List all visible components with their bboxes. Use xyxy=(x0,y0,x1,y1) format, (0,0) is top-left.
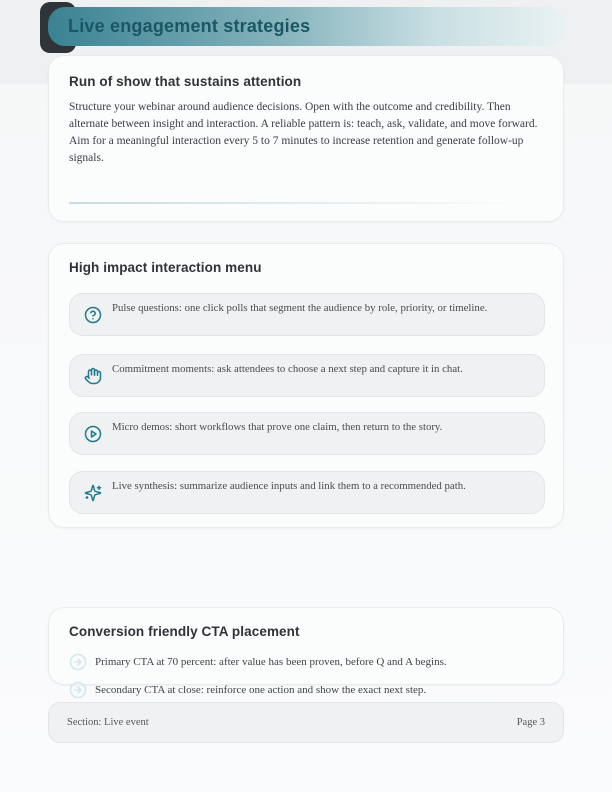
sparkles-icon xyxy=(84,484,102,502)
list-item xyxy=(69,293,545,336)
list-item xyxy=(69,680,426,700)
list-item-text: Pulse questions: one click polls that segment the audience by role, priority, or timeline. xyxy=(112,302,488,314)
page-title: Live engagement strategies xyxy=(68,16,311,36)
card-title: Run of show that sustains attention xyxy=(69,74,302,89)
footer-section-label: Section: Live event xyxy=(67,717,149,728)
list-item-text: Primary CTA at 70 percent: after value has been proven, before Q and A begins. xyxy=(95,656,447,668)
hand-icon xyxy=(84,367,102,385)
list-item xyxy=(69,471,545,514)
card-cta-placement xyxy=(48,607,564,696)
list-item xyxy=(69,354,545,397)
gradient-divider xyxy=(69,202,547,204)
card-interaction-menu xyxy=(48,243,564,528)
card-title: High impact interaction menu xyxy=(69,260,262,275)
play-circle-icon xyxy=(84,425,102,443)
list-item-text: Secondary CTA at close: reinforce one action and show the exact next step. xyxy=(95,684,427,696)
list-item xyxy=(69,652,447,672)
page-footer xyxy=(48,702,564,743)
card-title: Conversion friendly CTA placement xyxy=(69,624,300,639)
list-item-text: Micro demos: short workflows that prove one claim, then return to the story. xyxy=(112,421,443,433)
list-item-text: Live synthesis: summarize audience inputs and link them to a recommended path. xyxy=(112,480,466,492)
card-body-text: Structure your webinar around audience decisions. Open with the outcome and credibility. Then alternate between insight and interaction. A reliable pattern is: teach, ask, validate, and move forward. Aim for a meaningful interaction every 5 to 7 minutes to increase retention and generate follow-up signals. xyxy=(69,101,538,164)
footer-page-number: Page 3 xyxy=(516,717,545,728)
list-item xyxy=(69,412,545,455)
help-circle-icon xyxy=(84,306,102,324)
arrow-right-circle-icon xyxy=(69,681,87,699)
arrow-right-circle-icon xyxy=(69,653,87,671)
page-header xyxy=(48,7,564,46)
card-run-of-show xyxy=(48,55,564,222)
list-item-text: Commitment moments: ask attendees to choose a next step and capture it in chat. xyxy=(112,363,463,375)
